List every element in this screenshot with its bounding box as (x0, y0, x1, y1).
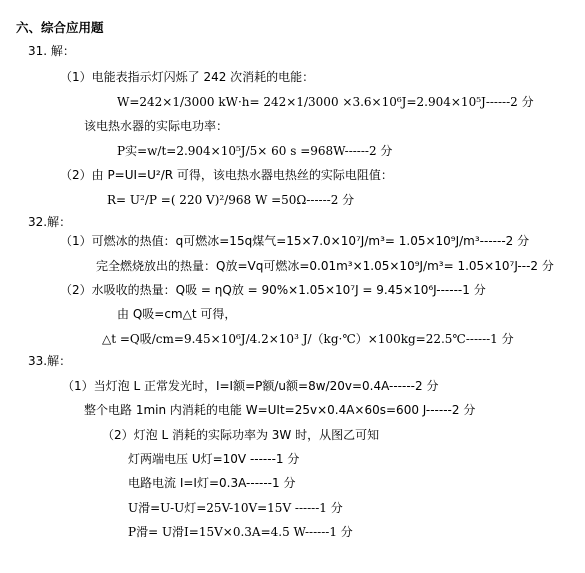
q31-line-5: （2）由 P=UI=U²/R 可得，该电热水器电热丝的实际电阻值： (60, 168, 393, 182)
section-title: 六、综合应用题 (16, 20, 104, 35)
q33-line-5: 电路电流 I=I灯=0.3A------1 分 (128, 476, 296, 490)
q33-line-4: 灯两端电压 U灯=10V ------1 分 (128, 452, 300, 466)
q32-line-4: 由 Q吸=cm△t 可得， (117, 307, 237, 321)
q33-line-3: （2）灯泡 L 消耗的实际功率为 3W 时，从图乙可知 (102, 428, 380, 442)
q32-line-1: （1）可燃冰的热值：q可燃冰=15q煤气=15×7.0×10⁷J/m³= 1.05×10⁹J/m³------2 分 (60, 234, 530, 248)
q31-label: 31. 解： (28, 44, 75, 58)
q31-line-4: P实=w/t=2.904×10⁵J/5× 60 s =968W------2 分 (117, 144, 393, 158)
q33-line-6: U滑=U-U灯=25V-10V=15V ------1 分 (128, 501, 343, 515)
q31-line-3: 该电热水器的实际电功率： (84, 119, 229, 133)
q31-line-2: W=242×1/3000 kW·h= 242×1/3000 ×3.6×10⁶J=2.904×10⁵J------2 分 (117, 95, 534, 109)
q32-line-5: △t =Q吸/cm=9.45×10⁶J/4.2×10³ J/（kg·℃）×100kg=22.5℃------1 分 (102, 332, 514, 346)
q33-label: 33.解： (28, 354, 72, 368)
q32-line-3: （2）水吸收的热量：Q吸 = ηQ放 = 90%×1.05×10⁷J = 9.45×10⁶J------1 分 (60, 283, 486, 297)
q32-label: 32.解： (28, 215, 72, 229)
q31-line-1: （1）电能表指示灯闪烁了 242 次消耗的电能： (60, 70, 315, 84)
q33-line-1: （1）当灯泡 L 正常发光时，I=I额=P额/u额=8w/20v=0.4A------2 分 (62, 379, 439, 393)
q32-line-2: 完全燃烧放出的热量：Q放=Vq可燃冰=0.01m³×1.05×10⁹J/m³= 1.05×10⁷J---2 分 (96, 259, 554, 273)
q33-line-7: P滑= U滑I=15V×0.3A=4.5 W------1 分 (128, 525, 353, 539)
q33-line-2: 整个电路 1min 内消耗的电能 W=UIt=25v×0.4A×60s=600 J------2 分 (84, 403, 476, 417)
q31-line-6: R= U²/P =( 220 V)²/968 W =50Ω------2 分 (107, 193, 355, 207)
